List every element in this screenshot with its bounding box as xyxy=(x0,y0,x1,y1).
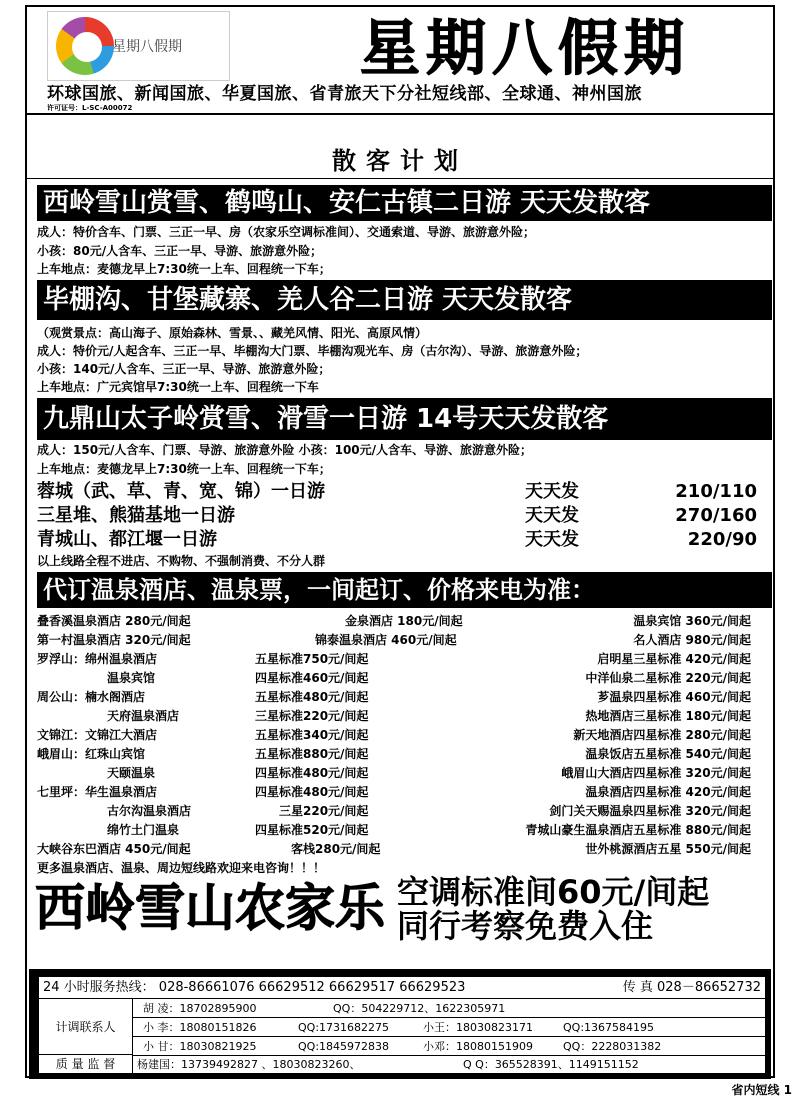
license-number: 许可证号：L-SC-A00072 xyxy=(47,104,133,112)
hotspring-item: 金泉酒店 180元/间起 xyxy=(345,614,463,628)
day-tour-price: 210/110 xyxy=(675,481,757,502)
hotspring-item: 三星标准220元/间起 xyxy=(255,709,369,723)
quality-label: 质 量 监 督 xyxy=(39,1055,133,1073)
tour-title: 西岭雪山赏雪、鹤鸣山、安仁古镇二日游 天天发散客 xyxy=(37,185,772,221)
tour-detail: 成人：特价元/人起含车、三正一早、毕棚沟大门票、毕棚沟观光车、房（古尔沟）、导游、旅游意外险； xyxy=(37,344,588,358)
hotspring-item: 七里坪：华生温泉酒店 xyxy=(37,785,158,799)
hotspring-item: 四星标准480元/间起 xyxy=(255,766,369,780)
day-tour-price: 220/90 xyxy=(687,529,757,550)
hotspring-item: 温泉酒店四星标准 420元/间起 xyxy=(585,785,751,799)
tour-detail: 成人：特价含车、门票、三正一早、房（农家乐空调标准间）、交通索道、导游、旅游意外险； xyxy=(37,225,536,239)
section-title: 散客计划 xyxy=(332,147,468,175)
company-logo xyxy=(47,11,230,81)
hotspring-item: 新天地酒店四星标准 280元/间起 xyxy=(573,728,751,742)
hotspring-item: 周公山：楠水阁酒店 xyxy=(37,690,146,704)
hotspring-item: 五星标准880元/间起 xyxy=(255,747,369,761)
header xyxy=(27,7,773,112)
title-rule xyxy=(27,178,773,179)
promo-line: 同行考察免费入住 xyxy=(397,907,654,945)
page-frame xyxy=(25,5,775,1078)
hotspring-item: 五星标准750元/间起 xyxy=(255,652,369,666)
hotspring-item: 罗浮山：绵州温泉酒店 xyxy=(37,652,158,666)
hotspring-item: 古尔沟温泉酒店 xyxy=(107,804,192,818)
day-tour-frequency: 天天发 xyxy=(525,529,579,550)
hotspring-item: 天颐温泉 xyxy=(107,766,156,780)
contacts-label: 计调联系人 xyxy=(39,999,133,1055)
tour-detail: 小孩：80元/人含车、三正一早、导游、旅游意外险； xyxy=(37,244,323,258)
contact-qq: QQ：2228031382 xyxy=(563,1040,662,1053)
hotspring-item: 峨眉山大酒店四星标准 320元/间起 xyxy=(561,766,751,780)
contact-row xyxy=(133,999,765,1018)
contact-qq: QQ:1367584195 xyxy=(563,1021,655,1034)
tour-detail: 小孩：140元/人含车、三正一早、导游、旅游意外险； xyxy=(37,362,331,376)
hotspring-item: 青城山豪生温泉酒店五星标准 880元/间起 xyxy=(525,823,751,837)
contact-qq: QQ：504229712、1622305971 xyxy=(333,1002,506,1015)
hotspring-item: 四星标准520元/间起 xyxy=(255,823,369,837)
day-tour-price: 270/160 xyxy=(675,505,757,526)
hotspring-item: 文锦江：文锦江大酒店 xyxy=(37,728,158,742)
agency-list: 环球国旅、新闻国旅、华夏国旅、省青旅天下分社短线部、全球通、神州国旅 xyxy=(47,84,642,104)
quality-qq: Q Q：365528391、1149151152 xyxy=(463,1058,639,1071)
contact-name-phone: 小王：18030823171 xyxy=(423,1021,533,1034)
hotspring-item: 五星标准340元/间起 xyxy=(255,728,369,742)
hotspring-item: 天府温泉酒店 xyxy=(107,709,180,723)
day-tour-name: 蓉城（武、草、青、宽、锦）一日游 xyxy=(37,481,325,502)
hotspring-item: 剑门关天赐温泉四星标准 320元/间起 xyxy=(549,804,751,818)
hotspring-item: 启明星三星标准 420元/间起 xyxy=(597,652,751,666)
hotline-row xyxy=(39,977,765,999)
hotspring-item: 第一村温泉酒店 320元/间起 xyxy=(37,633,191,647)
contact-name-phone: 小 甘：18030821925 xyxy=(143,1040,257,1053)
hotspring-item: 四星标准480元/间起 xyxy=(255,785,369,799)
contact-qq: QQ:1731682275 xyxy=(298,1021,390,1034)
hotspring-item: 三星220元/间起 xyxy=(279,804,369,818)
contact-row xyxy=(133,1018,765,1037)
hotspring-item: 芗温泉四星标准 460元/间起 xyxy=(597,690,751,704)
tour-title: 毕棚沟、甘堡藏寨、羌人谷二日游 天天发散客 xyxy=(37,280,772,320)
hotspring-item: 叠香溪温泉酒店 280元/间起 xyxy=(37,614,191,628)
hotspring-item: 世外桃源酒店五星 550元/间起 xyxy=(585,842,751,856)
contact-name-phone: 小 李：18080151826 xyxy=(143,1021,257,1034)
page-label: 省内短线 1 xyxy=(731,1083,792,1097)
fax-number: 传 真 028－86652732 xyxy=(622,980,761,995)
hotspring-more-note: 更多温泉酒店、温泉、周边短线路欢迎来电咨询！！！ xyxy=(37,861,326,875)
tour-detail: 上车地点：广元宾馆早7:30统一上车、回程统一下车 xyxy=(37,380,319,394)
logo-text: 星期八假期 xyxy=(112,39,182,55)
day-tour-frequency: 天天发 xyxy=(525,505,579,526)
hotspring-item: 温泉宾馆 360元/间起 xyxy=(633,614,751,628)
brand-title: 星期八假期 xyxy=(360,14,690,84)
hotspring-item: 中洋仙泉二星标准 220元/间起 xyxy=(585,671,751,685)
tour-detail: 上车地点：麦德龙早上7:30统一上车、回程统一下车； xyxy=(37,462,331,476)
day-tour-name: 三星堆、熊猫基地一日游 xyxy=(37,505,235,526)
day-tour-name: 青城山、都江堰一日游 xyxy=(37,529,217,550)
tour-detail: （观赏景点：高山海子、原始森林、雪景、、藏羌风情、阳光、高原风情） xyxy=(37,326,428,340)
promo-title: 西岭雪山农家乐 xyxy=(35,879,385,937)
contact-row xyxy=(133,1037,765,1056)
hotspring-item: 温泉饭店五星标准 540元/间起 xyxy=(585,747,751,761)
promo-line: 空调标准间60元/间起 xyxy=(397,873,710,911)
hotspring-item: 名人酒店 980元/间起 xyxy=(633,633,751,647)
quality-contact: 杨建国：13739492827 、18030823260、 xyxy=(137,1058,361,1071)
hotspring-item: 四星标准460元/间起 xyxy=(255,671,369,685)
hotspring-item: 热地酒店三星标准 180元/间起 xyxy=(585,709,751,723)
header-divider xyxy=(27,113,773,115)
day-tour-frequency: 天天发 xyxy=(525,481,579,502)
hotspring-item: 锦泰温泉酒店 460元/间起 xyxy=(315,633,457,647)
contact-name-phone: 小邓：18080151909 xyxy=(423,1040,533,1053)
tour-detail: 上车地点：麦德龙早上7:30统一上车、回程统一下车； xyxy=(37,262,331,276)
hotline-numbers: 24 小时服务热线： 028-86661076 66629512 66629517 66629523 xyxy=(43,980,466,995)
contact-qq: QQ:1845972838 xyxy=(298,1040,390,1053)
day-tour-note: 以上线路全程不进店、不购物、不强制消费、不分人群 xyxy=(37,554,326,568)
hotspring-item: 温泉宾馆 xyxy=(107,671,156,685)
contact-name-phone: 胡 凌：18702895900 xyxy=(143,1002,257,1015)
footer-contact-box xyxy=(39,977,765,1073)
hotspring-item: 大峡谷东巴酒店 450元/间起 xyxy=(37,842,191,856)
tour-title: 九鼎山太子岭赏雪、滑雪一日游 14号天天发散客 xyxy=(37,398,772,440)
hotspring-item: 峨眉山：红珠山宾馆 xyxy=(37,747,146,761)
hotspring-title: 代订温泉酒店、温泉票，一间起订、价格来电为准： xyxy=(37,572,772,608)
tour-detail: 成人：150元/人含车、门票、导游、旅游意外险 小孩：100元/人含车、导游、旅游意外险； xyxy=(37,443,533,457)
quality-row xyxy=(133,1055,765,1074)
hotspring-item: 五星标准480元/间起 xyxy=(255,690,369,704)
promo-details xyxy=(397,875,709,943)
hotspring-item: 客栈280元/间起 xyxy=(291,842,381,856)
hotspring-item: 绵竹土门温泉 xyxy=(107,823,180,837)
